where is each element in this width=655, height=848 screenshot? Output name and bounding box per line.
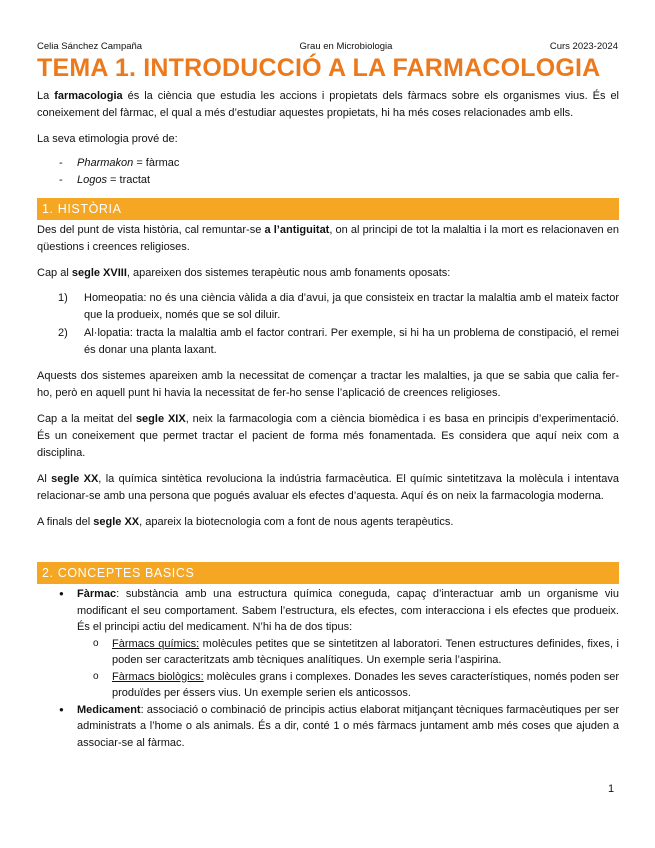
intro-text-post: és la ciència que estudia les accions i propietats dels fàrmacs sobre els organismes vius. És el coneixement del fàrmac, el qual a més d’estudiar aquestes propietats, hi ha més coses relacionades amb ells.: [37, 90, 620, 119]
list-item-medicament: [37, 702, 619, 752]
concept-definition: : substància amb una estructura química coneguda, capaç d’interactuar amb un organisme viu modificant el seu comportament. Sabem l’estructura, els efectes, com interacciona i els efectes que produeix. És el principi actiu del medicament. N’hi ha de dos tipus:: [77, 588, 619, 633]
bold-term: a l’antiguitat: [264, 224, 330, 236]
history-paragraph-2: [37, 265, 619, 282]
document-body: [37, 88, 619, 751]
list-item-farmac: [37, 586, 619, 702]
section-heading-historia: 1. HISTÒRIA: [37, 198, 619, 220]
text-span: Al: [37, 473, 52, 485]
history-paragraph-5: [37, 471, 619, 505]
bold-term: Fàrmac: [77, 588, 117, 600]
subtype-label: Fàrmacs biològics:: [112, 670, 204, 683]
document-title: TEMA 1. INTRODUCCIÓ A LA FARMACOLOGIA: [37, 54, 601, 82]
concepts-list: [37, 586, 619, 751]
history-paragraph-3: Aquests dos sistemes apareixen amb la necessitat de començar a tractar les malalties, ja que se sabia que calia fer-ho, però en aquell punt hi havia la necessitat de fer-ho sense l’aplicació de creences religioses.: [37, 370, 619, 399]
subtype-text: molècules petites que se sintetitzen al laboratori. Tenen estructures definides, fixes, i poden ser caracteritzats amb tècniques analítiques. Un exemple seria l’aspirina.: [112, 637, 620, 666]
section-spacer: [37, 540, 619, 562]
etymology-intro: La seva etimologia prové de:: [37, 133, 178, 145]
header-course: Grau en Microbiologia: [299, 40, 393, 52]
etym-meaning: = fàrmac: [133, 157, 180, 169]
text-span: Cap a la meitat del: [37, 413, 136, 425]
text-span: A finals del: [37, 516, 94, 528]
text-span: , on al principi de tot la malaltia i la mort es relacionaven en qüestions i creences religioses.: [37, 224, 620, 253]
etym-term: Pharmakon: [77, 157, 134, 169]
list-number: 2): [58, 327, 68, 339]
subtype-text: molècules grans i complexes. Donades les seves característiques, només poden ser produïdes per éssers vius. Un exemple serien els anticossos.: [112, 670, 619, 699]
list-text: Al·lopatia: tracta la malaltia amb el factor contrari. Per exemple, si hi ha un problema de constipació, el remei és donar una planta laxant.: [84, 327, 619, 356]
intro-term-bold: farmacologia: [54, 90, 123, 102]
text-span: , la química sintètica revoluciona la indústria farmacèutica. El químic sintetitzava la molècula i intentava relacionar-se amb una persona que pogués avaluar els efectes d’aquesta. Aquí és on neix la farmacologia moderna.: [37, 473, 619, 502]
subtype-label: Fàrmacs químics:: [112, 637, 200, 650]
page-number: 1: [608, 783, 615, 795]
header-author: Celia Sánchez Campaña: [37, 40, 143, 52]
therapeutic-systems-list: [37, 290, 619, 359]
bold-term: segle XIX: [135, 413, 186, 425]
text-span: , apareixen dos sistemes terapèutic nous amb fonaments oposats:: [126, 267, 451, 279]
text-span: , neix la farmacologia com a ciència biomèdica i es basa en principis d’experimentació. És un coneixement que permet tractar el pacient de forma més fonamentada. Es considera que aquí neix com a disciplina.: [37, 413, 619, 459]
section-heading-conceptes: 2. CONCEPTES BASICS: [37, 562, 619, 584]
history-paragraph-4: [37, 411, 619, 462]
page-header: [37, 40, 618, 52]
bold-term: segle XVIII: [71, 267, 127, 279]
list-item: [37, 325, 619, 359]
history-paragraph-1: [37, 222, 619, 256]
text-span: , apareix la biotecnologia com a font de nous agents terapèutics.: [139, 516, 454, 528]
list-item: [37, 172, 619, 189]
header-year: Curs 2023-2024: [549, 40, 618, 52]
text-span: Des del punt de vista història, cal remuntar-se: [37, 224, 265, 236]
etym-meaning: = tractat: [106, 174, 151, 186]
list-item: [37, 155, 619, 172]
list-item: [77, 636, 619, 669]
concept-definition: : associació o combinació de principis actius elaborat mitjançant tècniques farmacèutiques per ser administrats a l’home o als animals. És a dir, conté 1 o més fàrmacs juntament amb més coses que ajuden a associar-se al fàrmac.: [77, 703, 619, 749]
text-span: Cap al: [37, 267, 72, 279]
list-item: [37, 290, 619, 324]
list-item: [77, 669, 619, 702]
etym-term: Logos: [77, 174, 107, 186]
list-number: 1): [58, 292, 68, 304]
intro-text-pre: La: [37, 90, 55, 102]
bold-term: segle XX: [51, 473, 99, 485]
farmac-subtypes-list: [77, 636, 619, 702]
bold-term: segle XX: [93, 516, 140, 528]
etymology-list: [37, 155, 619, 189]
history-paragraph-6: [37, 514, 619, 531]
intro-paragraph: [37, 88, 619, 122]
bold-term: Medicament: [77, 703, 141, 716]
list-text: Homeopatia: no és una ciència vàlida a dia d’avui, ja que consisteix en tractar la malaltia amb el mateix factor que la produeix, només que se sol diluir.: [84, 292, 619, 321]
